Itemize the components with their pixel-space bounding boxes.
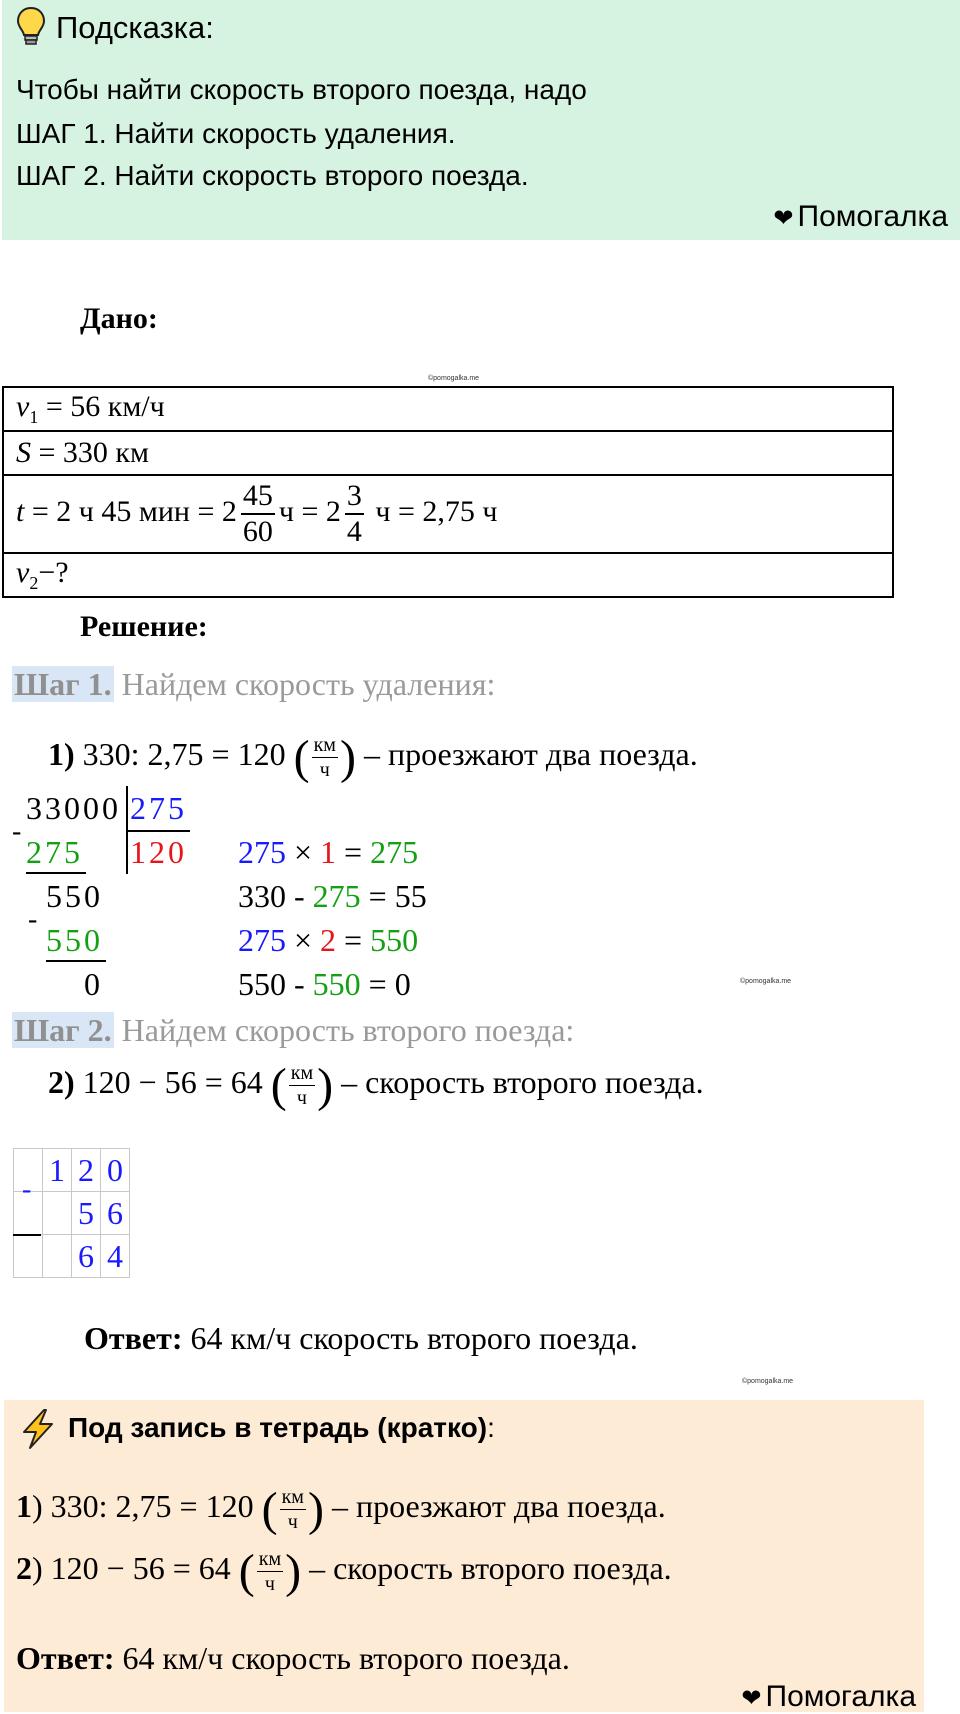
hint-step-2-text: Найти скорость второго поезда. <box>106 160 529 191</box>
notebook-title: Под запись в тетрадь (кратко): <box>68 1412 495 1443</box>
equation-1: 1) 330: 2,75 = 120 ( км ч ) – проезжают два поезда. <box>48 731 698 784</box>
subtraction-line <box>13 1234 41 1236</box>
remainder-1: 550 <box>46 878 103 914</box>
hint-panel <box>2 0 960 240</box>
given-t: t = 2 ч 45 мин = 2 $\frac{45}{60}$ ч = 2 $\frac{3}{4}$ ч = 2,75 ч <box>3 475 893 553</box>
heart-icon: ❤ <box>741 1686 762 1712</box>
lightbulb-icon <box>16 6 46 46</box>
given-s: S = 330 км <box>3 431 893 475</box>
hint-title: Подсказка: <box>56 10 214 45</box>
check-1: 275 × 1 = 275 <box>238 834 419 870</box>
answer: Ответ: 64 км/ч скорость второго поезда. <box>84 1320 638 1356</box>
notebook-answer: Ответ: 64 км/ч скорость второго поезда. <box>16 1640 570 1676</box>
check-3: 275 × 2 = 550 <box>238 922 419 958</box>
given-v1: $v_1 = 56$ км/ч <box>3 387 893 431</box>
watermark: ©pomogalka.me <box>742 1378 794 1385</box>
lightning-icon <box>18 1408 58 1450</box>
given-heading: Дано: <box>80 302 158 335</box>
subtrahend-2: 550 <box>46 922 103 958</box>
minus-sign: - <box>28 904 41 935</box>
division-line-1 <box>26 872 86 874</box>
notebook-equation-2: 2) 120 − 56 = 64 ( км ч ) – скорость второго поезда. <box>16 1545 672 1598</box>
notebook-panel <box>4 1400 924 1712</box>
subtrahend-1: 275 <box>26 834 83 870</box>
notebook-brand[interactable] <box>741 1680 916 1714</box>
hint-step-2 <box>16 160 529 192</box>
step-1-text: Найдем скорость удаления: <box>113 666 496 702</box>
hint-step-2-label: ШАГ 2. <box>16 160 107 191</box>
step-1-label: Шаг 1. <box>14 666 112 702</box>
remainder-2: 0 <box>84 966 103 1002</box>
step-2-label: Шаг 2. <box>14 1012 112 1048</box>
heart-icon: ❤ <box>773 206 794 232</box>
equation-2: 2) 120 − 56 = 64 ( км ч ) – скорость второго поезда. <box>48 1059 704 1112</box>
given-table <box>2 386 894 598</box>
watermark: ©pomogalka.me <box>428 375 480 382</box>
division-line-2 <box>46 960 106 962</box>
quotient: 120 <box>130 834 187 870</box>
hint-step-1-text: Найти скорость удаления. <box>106 118 456 149</box>
column-subtraction: 1 2 0 5 6 6 4 <box>13 1148 130 1278</box>
minus-sign: - <box>22 1174 32 1205</box>
given-v2: $v_2-$? <box>3 553 893 597</box>
brand-label: Помогалка <box>797 200 948 233</box>
check-4: 550 - 550 = 0 <box>238 966 411 1002</box>
division-quotient-line <box>128 830 190 832</box>
hint-brand[interactable] <box>773 200 948 234</box>
brand-label: Помогалка <box>765 1680 916 1713</box>
step-1-heading <box>12 666 495 703</box>
watermark: ©pomogalka.me <box>740 978 792 985</box>
step-2-heading <box>12 1012 574 1049</box>
solution-heading: Решение: <box>80 610 208 643</box>
divisor: 275 <box>130 790 187 826</box>
dividend: 33000 <box>26 790 121 826</box>
check-2: 330 - 275 = 55 <box>238 878 427 914</box>
minus-sign: - <box>12 816 25 847</box>
hint-intro: Чтобы найти скорость второго поезда, надо <box>16 74 587 105</box>
hint-step-1 <box>16 118 456 150</box>
notebook-equation-1: 1) 330: 2,75 = 120 ( км ч ) – проезжают два поезда. <box>16 1483 666 1536</box>
hint-step-1-label: ШАГ 1. <box>16 118 107 149</box>
step-2-text: Найдем скорость второго поезда: <box>113 1012 575 1048</box>
